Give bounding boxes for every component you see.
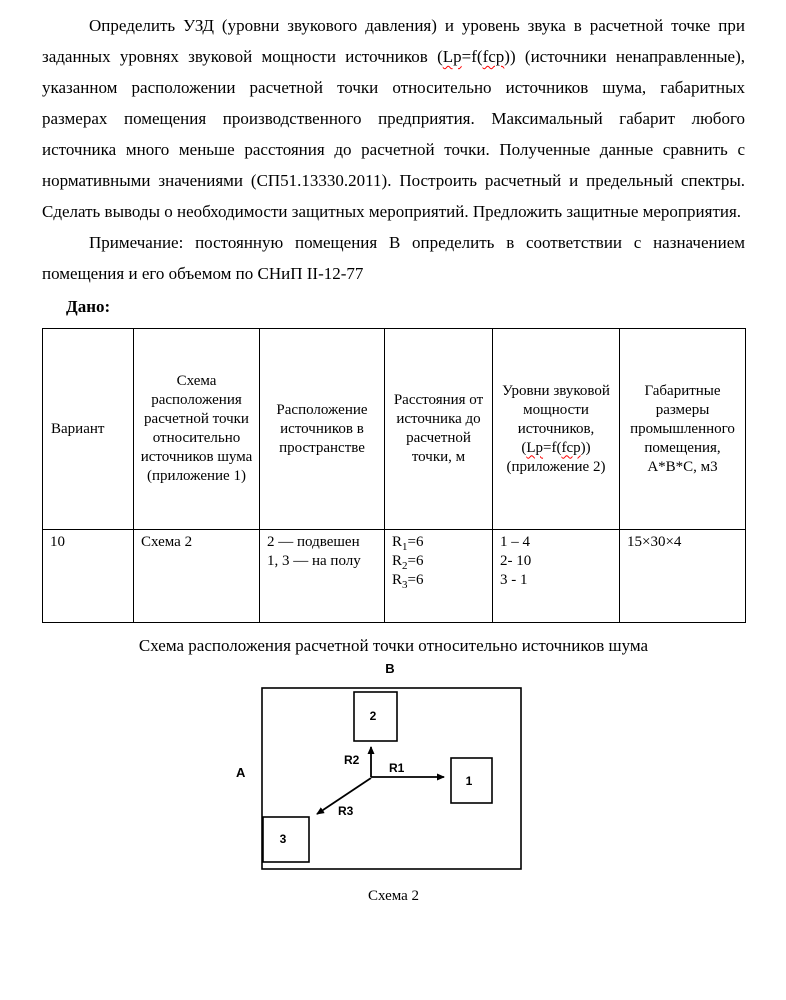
diagram-caption: Схема 2	[367, 888, 420, 904]
source-2-label: 2	[369, 709, 377, 723]
task-data-table	[42, 328, 746, 623]
source-3-label: 3	[279, 832, 287, 846]
given-label: Дано:	[66, 297, 111, 316]
distance-line: $R_2=6$	[392, 553, 424, 572]
distance-line: $R_1=6$	[392, 534, 424, 553]
distance-line: $R_3=6$	[392, 572, 424, 591]
levels-line: 2- 10	[500, 553, 532, 569]
col-header-dimensions: Габаритные размеры промышленного помещения, А*В*С, м3	[620, 329, 746, 530]
cell-distances	[385, 530, 493, 623]
cell-scheme: Схема 2	[134, 530, 260, 623]
table-row	[43, 530, 746, 623]
source-1-label: 1	[465, 774, 473, 788]
r1-arrow-label: R1	[389, 761, 405, 775]
col-header-levels: Уровни звуковой мощности источников, (Lр=f(fср)) (приложение 2)	[493, 329, 620, 530]
levels-line: 1 – 4	[500, 534, 530, 550]
cell-variant: 10	[43, 530, 134, 623]
r2-arrow-label: R2	[344, 753, 360, 767]
location-line: 2 — подвешен	[267, 534, 360, 550]
cell-dimensions: 15×30×4	[620, 530, 746, 623]
col-header-distance: Расстояния от источника до расчетной точки, м	[385, 329, 493, 530]
diagram-canvas	[42, 658, 745, 886]
note-paragraph: Примечание: постоянную помещения В определить в соответствии с назначением помещения и его объемом по СНиП II-12-77	[42, 233, 745, 283]
cell-location	[260, 530, 385, 623]
location-line: 1, 3 — на полу	[267, 553, 361, 569]
task-paragraph: Определить УЗД (уровни звукового давления) и уровень звука в расчетной точке при заданных уровнях звуковой мощности источников (Lр=f(fср)) (источники ненаправленные), указанном расположении расчетной точки относительно источников шума, габаритных размерах помещения производственного предприятия. Максимальный габарит любого источника много меньше расстояния до расчетной точки. Полученные данные сравнить с нормативными значениями (СП51.13330.2011). Построить расчетный и предельный спектры. Сделать выводы о необходимости защитных мероприятий. Предложить защитные мероприятия.	[42, 16, 745, 221]
cell-levels	[493, 530, 620, 623]
table-header-row	[43, 329, 746, 530]
col-header-scheme: Схема расположения расчетной точки относительно источников шума (приложение 1)	[134, 329, 260, 530]
levels-line: 3 - 1	[500, 572, 528, 588]
scheme-caption: Схема расположения расчетной точки относительно источников шума	[138, 636, 649, 655]
wall-a-label: А	[236, 765, 246, 780]
col-header-location: Расположение источников в пространстве	[260, 329, 385, 530]
wall-b-label: В	[385, 661, 395, 676]
noise-sources-diagram	[42, 658, 745, 886]
col-header-variant: Вариант	[43, 329, 134, 530]
r3-arrow-label: R3	[338, 804, 354, 818]
